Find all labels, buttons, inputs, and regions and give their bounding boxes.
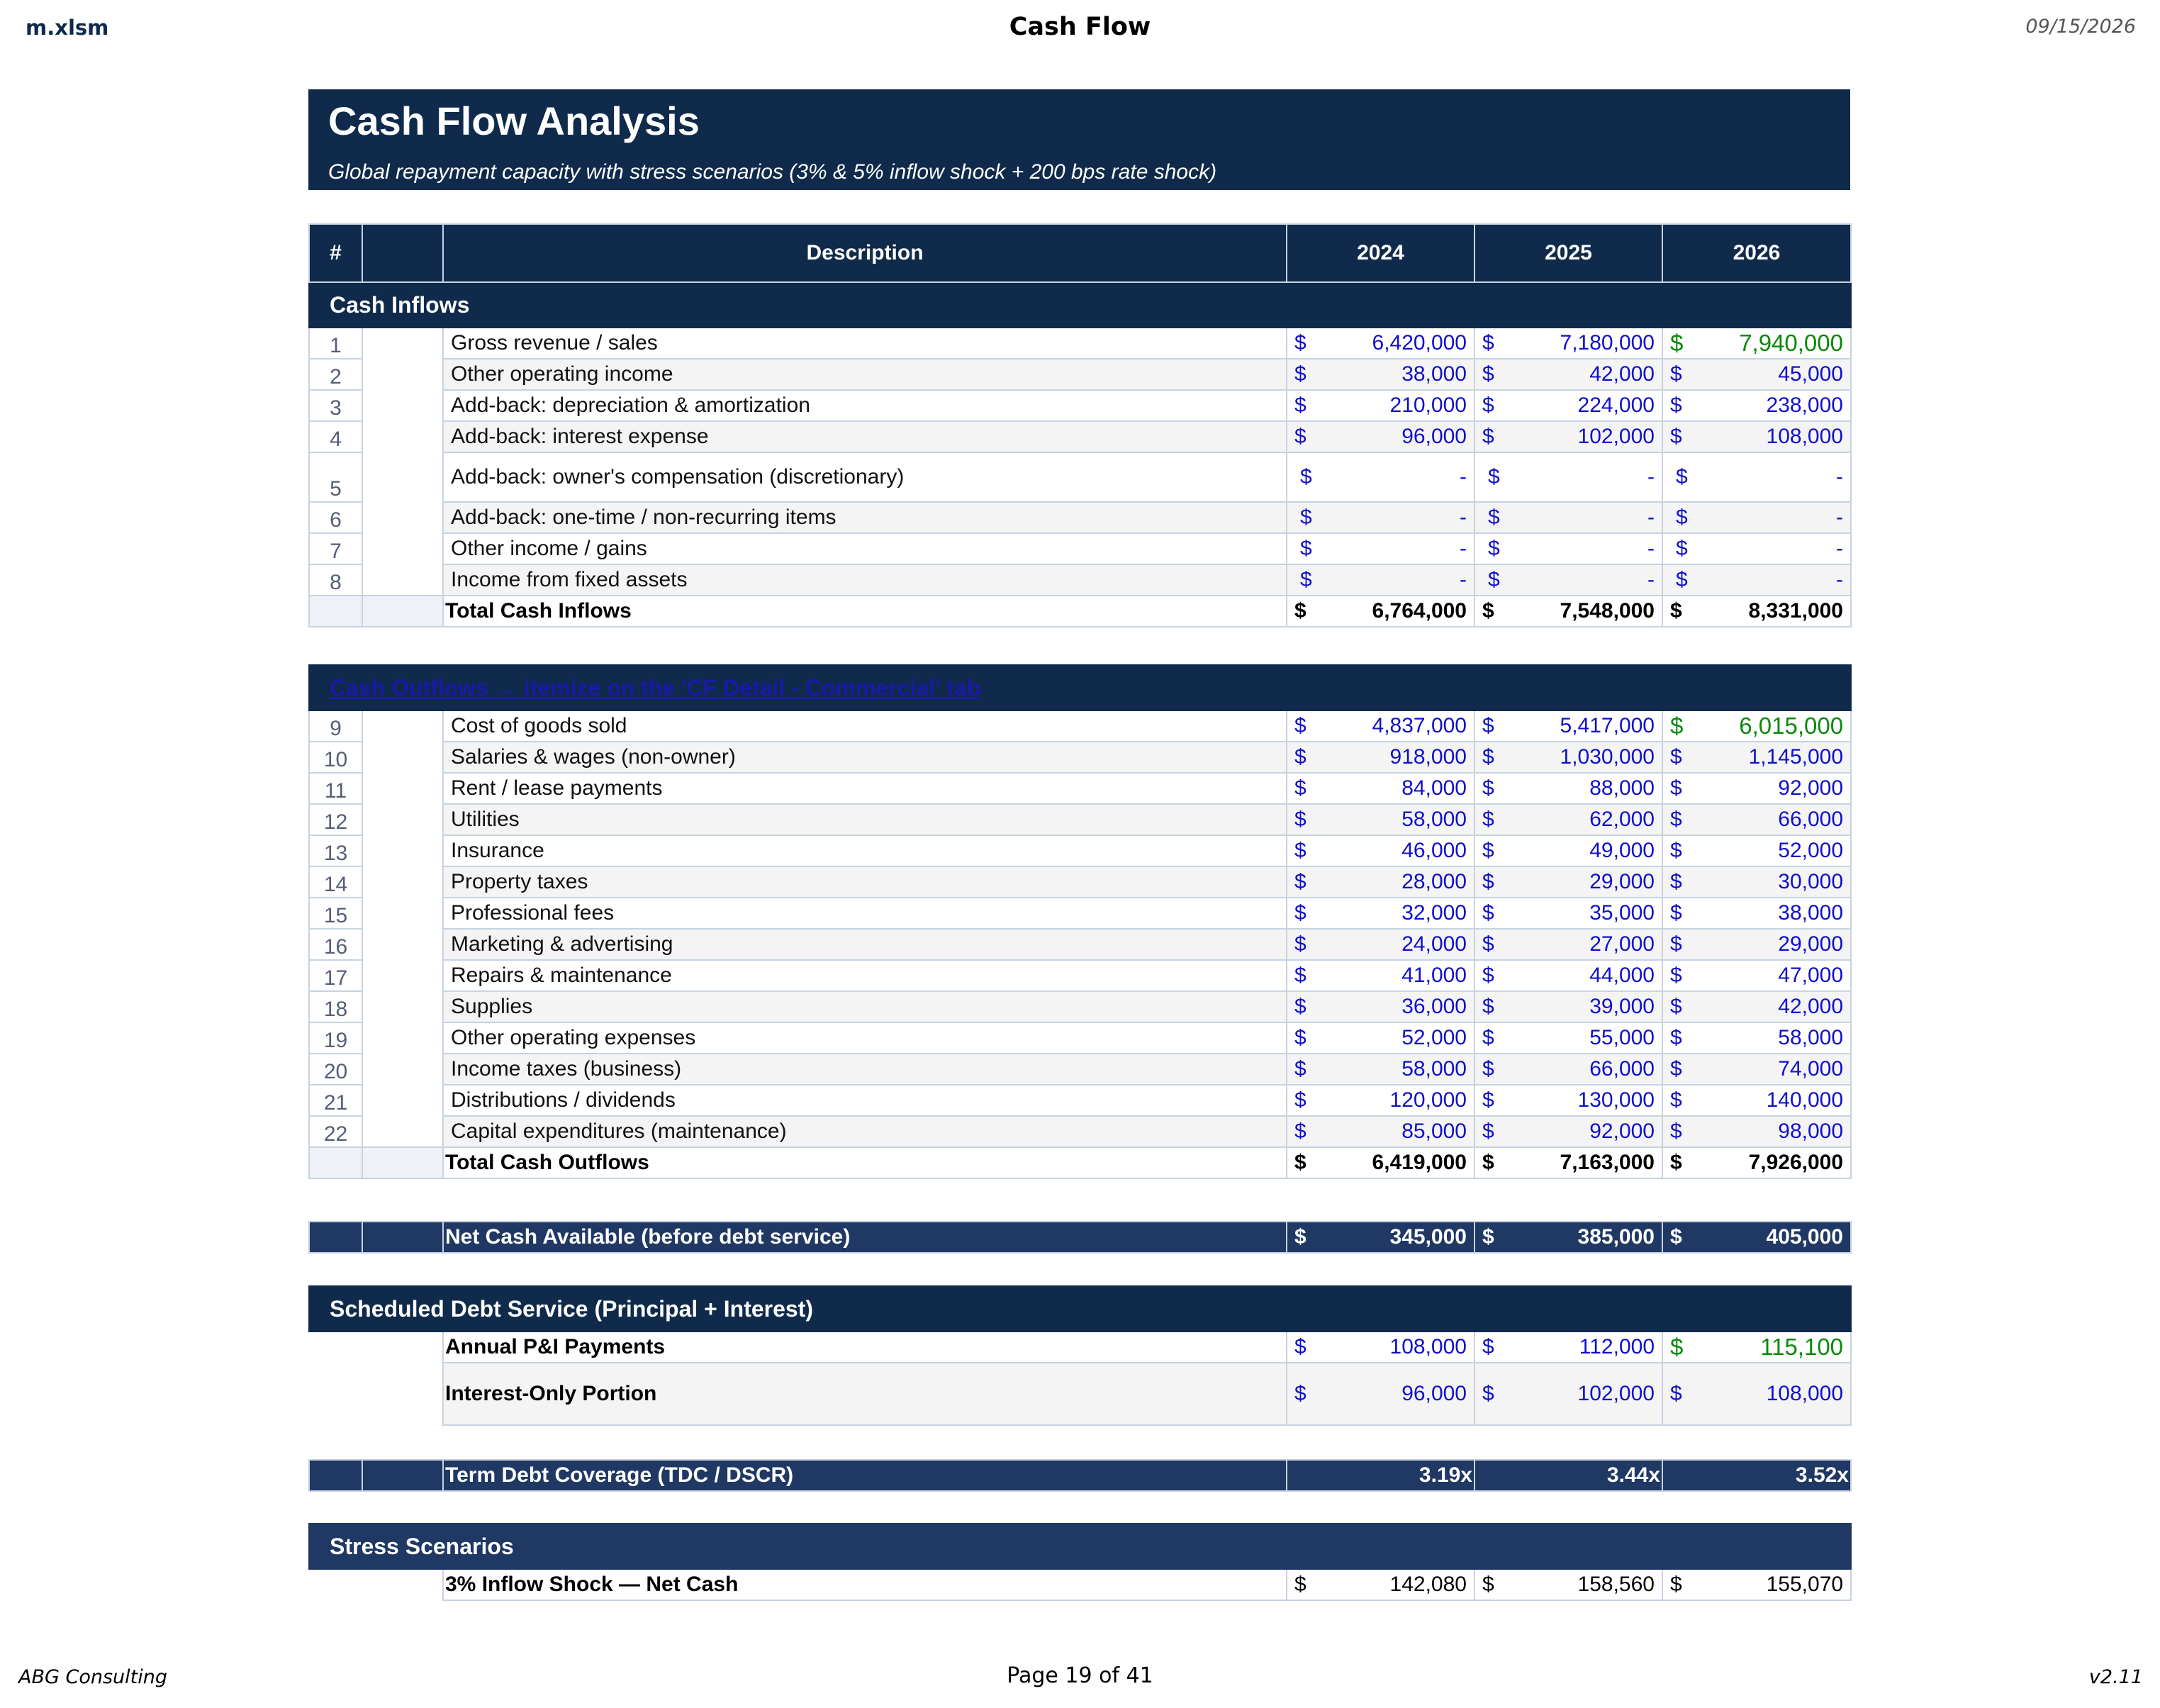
- value-cell-2026[interactable]: $ 47,000: [1662, 960, 1851, 991]
- net-cash-2026[interactable]: $ 405,000: [1662, 1222, 1851, 1253]
- line-item-description: Gross revenue / sales: [443, 328, 1287, 359]
- table-row: [309, 328, 1851, 359]
- row-number: 22: [309, 1116, 362, 1147]
- value-cell-2026[interactable]: $ 1,145,000: [1662, 742, 1851, 773]
- value-cell-2026[interactable]: $ 74,000: [1662, 1054, 1851, 1085]
- debt-service-title: Scheduled Debt Service (Principal + Interest): [309, 1286, 1851, 1332]
- blank-cell: [362, 1569, 443, 1600]
- value-cell-2026[interactable]: $ 238,000: [1662, 390, 1851, 421]
- value-cell-2025[interactable]: $ 39,000: [1474, 991, 1662, 1022]
- stress-row-label: 3% Inflow Shock — Net Cash: [443, 1569, 1287, 1600]
- inflow-rows: [309, 328, 1851, 596]
- value-cell-2025[interactable]: $ -: [1474, 533, 1662, 564]
- row-number: 15: [309, 898, 362, 929]
- footer-page-number: Page 19 of 41: [1007, 1663, 1153, 1688]
- line-item-description: Add-back: interest expense: [443, 421, 1287, 452]
- value-cell-2025[interactable]: $ 35,000: [1474, 898, 1662, 929]
- title-banner: [308, 89, 1850, 190]
- net-cash-row: [309, 1222, 1851, 1253]
- value-cell-2025[interactable]: $ 44,000: [1474, 960, 1662, 991]
- net-cash-table: [308, 1221, 1852, 1254]
- total-inflows-2026[interactable]: $ 8,331,000: [1662, 596, 1851, 627]
- line-item-description: Utilities: [443, 804, 1287, 835]
- value-cell-2026[interactable]: $ 7,940,000: [1662, 328, 1851, 359]
- value-cell-2024[interactable]: $ 84,000: [1287, 773, 1474, 804]
- row-number: 20: [309, 1054, 362, 1085]
- value-cell-2025[interactable]: $ 224,000: [1474, 390, 1662, 421]
- value-cell-2025[interactable]: $ 7,180,000: [1474, 328, 1662, 359]
- interest-only-2025[interactable]: $ 102,000: [1474, 1363, 1662, 1425]
- report-title: Cash Flow Analysis: [328, 99, 700, 143]
- line-item-description: Marketing & advertising: [443, 929, 1287, 960]
- value-cell-2025[interactable]: $ 42,000: [1474, 359, 1662, 390]
- line-item-description: Supplies: [443, 991, 1287, 1022]
- value-cell-2026[interactable]: $ -: [1662, 564, 1851, 596]
- blank-cell: [309, 1460, 362, 1491]
- stress-table: [308, 1523, 1852, 1601]
- line-item-description: Property taxes: [443, 866, 1287, 898]
- line-item-description: Distributions / dividends: [443, 1085, 1287, 1116]
- value-cell-2026[interactable]: $ 92,000: [1662, 773, 1851, 804]
- value-cell-2025[interactable]: $ 130,000: [1474, 1085, 1662, 1116]
- coverage-table: [308, 1459, 1852, 1492]
- col-2025-header: 2025: [1474, 224, 1662, 282]
- table-row: [309, 452, 1851, 502]
- value-cell-2025[interactable]: $ -: [1474, 564, 1662, 596]
- value-cell-2024[interactable]: $ 210,000: [1287, 390, 1474, 421]
- coverage-2024[interactable]: 3.19x: [1287, 1460, 1474, 1491]
- debt-service-section-header: [309, 1286, 1851, 1332]
- total-inflows-row: [309, 596, 1851, 627]
- blank-cell: [362, 710, 443, 1147]
- table-row: [309, 742, 1851, 773]
- blank-cell: [362, 1147, 443, 1178]
- blank-cell: [362, 1363, 443, 1425]
- total-outflows-2025[interactable]: $ 7,163,000: [1474, 1147, 1662, 1178]
- row-number: 1: [309, 328, 362, 359]
- value-cell-2025[interactable]: $ 92,000: [1474, 1116, 1662, 1147]
- row-number: 14: [309, 866, 362, 898]
- line-item-description: Other operating income: [443, 359, 1287, 390]
- col-2026-header: 2026: [1662, 224, 1851, 282]
- row-number: 12: [309, 804, 362, 835]
- stress-section-header: [309, 1524, 1851, 1569]
- table-row: [309, 390, 1851, 421]
- line-item-description: Income from fixed assets: [443, 564, 1287, 596]
- net-cash-label: Net Cash Available (before debt service): [443, 1222, 1287, 1253]
- report-subtitle: Global repayment capacity with stress scenarios (3% & 5% inflow shock + 200 bps rate shock): [328, 160, 1217, 184]
- total-inflows-2024[interactable]: $ 6,764,000: [1287, 596, 1474, 627]
- line-item-description: Repairs & maintenance: [443, 960, 1287, 991]
- blank-cell: [362, 596, 443, 627]
- col-2024-header: 2024: [1287, 224, 1474, 282]
- value-cell-2024[interactable]: $ 918,000: [1287, 742, 1474, 773]
- outflows-detail-link[interactable]: Cash Outflows → itemize on the 'CF Detail - Commercial' tab: [309, 665, 1851, 710]
- interest-only-row: [309, 1363, 1851, 1425]
- value-cell-2025[interactable]: $ 29,000: [1474, 866, 1662, 898]
- table-row: [309, 1085, 1851, 1116]
- stress-2025[interactable]: $ 158,560: [1474, 1569, 1662, 1600]
- col-num-header: #: [309, 224, 362, 282]
- file-name: m.xlsm: [26, 16, 109, 40]
- value-cell-2024[interactable]: $ 58,000: [1287, 1054, 1474, 1085]
- value-cell-2026[interactable]: $ 38,000: [1662, 898, 1851, 929]
- row-number: 4: [309, 421, 362, 452]
- total-outflows-2026[interactable]: $ 7,926,000: [1662, 1147, 1851, 1178]
- value-cell-2026[interactable]: $ 140,000: [1662, 1085, 1851, 1116]
- table-row: [309, 991, 1851, 1022]
- table-row: [309, 421, 1851, 452]
- value-cell-2024[interactable]: $ 96,000: [1287, 421, 1474, 452]
- row-number: 19: [309, 1022, 362, 1054]
- row-number: 8: [309, 564, 362, 596]
- net-cash-2024[interactable]: $ 345,000: [1287, 1222, 1474, 1253]
- table-row: [309, 502, 1851, 533]
- line-item-description: Salaries & wages (non-owner): [443, 742, 1287, 773]
- line-item-description: Capital expenditures (maintenance): [443, 1116, 1287, 1147]
- value-cell-2024[interactable]: $ -: [1287, 452, 1474, 502]
- table-row: [309, 359, 1851, 390]
- blank-cell: [309, 1363, 362, 1425]
- row-number: 11: [309, 773, 362, 804]
- row-number: 18: [309, 991, 362, 1022]
- stress-title: Stress Scenarios: [309, 1524, 1851, 1569]
- value-cell-2025[interactable]: $ 66,000: [1474, 1054, 1662, 1085]
- table-row: [309, 804, 1851, 835]
- value-cell-2026[interactable]: $ 52,000: [1662, 835, 1851, 866]
- table-row: [309, 835, 1851, 866]
- blank-cell: [309, 1569, 362, 1600]
- value-cell-2025[interactable]: $ -: [1474, 502, 1662, 533]
- coverage-2025[interactable]: 3.44x: [1474, 1460, 1662, 1491]
- row-number: 17: [309, 960, 362, 991]
- value-cell-2025[interactable]: $ 55,000: [1474, 1022, 1662, 1054]
- value-cell-2025[interactable]: $ 88,000: [1474, 773, 1662, 804]
- blank-cell: [309, 1222, 362, 1253]
- blank-cell: [309, 1332, 362, 1363]
- value-cell-2026[interactable]: $ 108,000: [1662, 421, 1851, 452]
- value-cell-2026[interactable]: $ 98,000: [1662, 1116, 1851, 1147]
- interest-only-2024[interactable]: $ 96,000: [1287, 1363, 1474, 1425]
- row-number: [309, 1147, 362, 1178]
- outflows-table: [308, 664, 1852, 1179]
- value-cell-2026[interactable]: $ 58,000: [1662, 1022, 1851, 1054]
- col-blank-header: [362, 224, 443, 282]
- value-cell-2026[interactable]: $ 30,000: [1662, 866, 1851, 898]
- col-desc-header: Description: [443, 224, 1287, 282]
- stress-inflow-shock-row: [309, 1569, 1851, 1600]
- inflows-title: Cash Inflows: [309, 282, 1851, 328]
- row-number: 2: [309, 359, 362, 390]
- interest-only-label: Interest-Only Portion: [443, 1363, 1287, 1425]
- value-cell-2026[interactable]: $ 6,015,000: [1662, 710, 1851, 742]
- table-row: [309, 564, 1851, 596]
- line-item-description: Other income / gains: [443, 533, 1287, 564]
- interest-only-2026[interactable]: $ 108,000: [1662, 1363, 1851, 1425]
- value-cell-2025[interactable]: $ 62,000: [1474, 804, 1662, 835]
- coverage-row: [309, 1460, 1851, 1491]
- value-cell-2024[interactable]: $ 41,000: [1287, 960, 1474, 991]
- total-inflows-label: Total Cash Inflows: [443, 596, 1287, 627]
- line-item-description: Other operating expenses: [443, 1022, 1287, 1054]
- value-cell-2024[interactable]: $ -: [1287, 502, 1474, 533]
- inflows-section-header: [309, 282, 1851, 328]
- value-cell-2025[interactable]: $ 5,417,000: [1474, 710, 1662, 742]
- total-outflows-2024[interactable]: $ 6,419,000: [1287, 1147, 1474, 1178]
- table-row: [309, 533, 1851, 564]
- value-cell-2024[interactable]: $ 28,000: [1287, 866, 1474, 898]
- outflow-rows: [309, 710, 1851, 1147]
- table-row: [309, 960, 1851, 991]
- value-cell-2025[interactable]: $ 27,000: [1474, 929, 1662, 960]
- sheet-title: Cash Flow: [1009, 13, 1151, 41]
- stress-2026[interactable]: $ 155,070: [1662, 1569, 1851, 1600]
- value-cell-2024[interactable]: $ 120,000: [1287, 1085, 1474, 1116]
- value-cell-2026[interactable]: $ 66,000: [1662, 804, 1851, 835]
- coverage-label: Term Debt Coverage (TDC / DSCR): [443, 1460, 1287, 1491]
- value-cell-2026[interactable]: $ 45,000: [1662, 359, 1851, 390]
- table-row: [309, 773, 1851, 804]
- value-cell-2024[interactable]: $ 46,000: [1287, 835, 1474, 866]
- table-row: [309, 929, 1851, 960]
- line-item-description: Add-back: owner's compensation (discretionary): [443, 452, 1287, 502]
- value-cell-2024[interactable]: $ 36,000: [1287, 991, 1474, 1022]
- line-item-description: Add-back: depreciation & amortization: [443, 390, 1287, 421]
- column-header-row: [309, 224, 1851, 282]
- debt-service-table: [308, 1285, 1852, 1426]
- total-inflows-2025[interactable]: $ 7,548,000: [1474, 596, 1662, 627]
- table-row: [309, 866, 1851, 898]
- coverage-2026[interactable]: 3.52x: [1662, 1460, 1851, 1491]
- value-cell-2024[interactable]: $ 24,000: [1287, 929, 1474, 960]
- net-cash-2025[interactable]: $ 385,000: [1474, 1222, 1662, 1253]
- outflows-section-header: [309, 665, 1851, 710]
- line-item-description: Income taxes (business): [443, 1054, 1287, 1085]
- pi-payments-row: [309, 1332, 1851, 1363]
- row-number: 5: [309, 452, 362, 502]
- value-cell-2024[interactable]: $ 38,000: [1287, 359, 1474, 390]
- table-row: [309, 1054, 1851, 1085]
- row-number: 9: [309, 710, 362, 742]
- row-number: 7: [309, 533, 362, 564]
- value-cell-2026[interactable]: $ 42,000: [1662, 991, 1851, 1022]
- print-date: 09/15/2026: [2025, 16, 2136, 38]
- value-cell-2024[interactable]: $ 52,000: [1287, 1022, 1474, 1054]
- total-outflows-row: [309, 1147, 1851, 1178]
- footer-version: v2.11: [2088, 1666, 2143, 1688]
- value-cell-2024[interactable]: $ 58,000: [1287, 804, 1474, 835]
- value-cell-2024[interactable]: $ -: [1287, 564, 1474, 596]
- blank-cell: [362, 328, 443, 596]
- table-row: [309, 898, 1851, 929]
- row-number: [309, 596, 362, 627]
- value-cell-2026[interactable]: $ 29,000: [1662, 929, 1851, 960]
- pi-payments-2026[interactable]: $ 115,100: [1662, 1332, 1851, 1363]
- inflows-table: [308, 223, 1852, 627]
- row-number: 16: [309, 929, 362, 960]
- pi-payments-label: Annual P&I Payments: [443, 1332, 1287, 1363]
- row-number: 13: [309, 835, 362, 866]
- value-cell-2026[interactable]: $ -: [1662, 533, 1851, 564]
- line-item-description: Add-back: one-time / non-recurring items: [443, 502, 1287, 533]
- row-number: 10: [309, 742, 362, 773]
- line-item-description: Cost of goods sold: [443, 710, 1287, 742]
- total-outflows-label: Total Cash Outflows: [443, 1147, 1287, 1178]
- footer-company: ABG Consulting: [18, 1666, 168, 1688]
- value-cell-2024[interactable]: $ 6,420,000: [1287, 328, 1474, 359]
- value-cell-2025[interactable]: $ 1,030,000: [1474, 742, 1662, 773]
- blank-cell: [362, 1332, 443, 1363]
- blank-cell: [362, 1460, 443, 1491]
- blank-cell: [362, 1222, 443, 1253]
- line-item-description: Insurance: [443, 835, 1287, 866]
- table-row: [309, 710, 1851, 742]
- value-cell-2025[interactable]: $ 102,000: [1474, 421, 1662, 452]
- value-cell-2025[interactable]: $ -: [1474, 452, 1662, 502]
- table-row: [309, 1116, 1851, 1147]
- line-item-description: Rent / lease payments: [443, 773, 1287, 804]
- row-number: 6: [309, 502, 362, 533]
- line-item-description: Professional fees: [443, 898, 1287, 929]
- value-cell-2026[interactable]: $ -: [1662, 452, 1851, 502]
- value-cell-2024[interactable]: $ 4,837,000: [1287, 710, 1474, 742]
- row-number: 3: [309, 390, 362, 421]
- row-number: 21: [309, 1085, 362, 1116]
- pi-payments-2025[interactable]: $ 112,000: [1474, 1332, 1662, 1363]
- value-cell-2025[interactable]: $ 49,000: [1474, 835, 1662, 866]
- value-cell-2024[interactable]: $ 85,000: [1287, 1116, 1474, 1147]
- table-row: [309, 1022, 1851, 1054]
- pi-payments-2024[interactable]: $ 108,000: [1287, 1332, 1474, 1363]
- value-cell-2026[interactable]: $ -: [1662, 502, 1851, 533]
- stress-2024[interactable]: $ 142,080: [1287, 1569, 1474, 1600]
- value-cell-2024[interactable]: $ 32,000: [1287, 898, 1474, 929]
- value-cell-2024[interactable]: $ -: [1287, 533, 1474, 564]
